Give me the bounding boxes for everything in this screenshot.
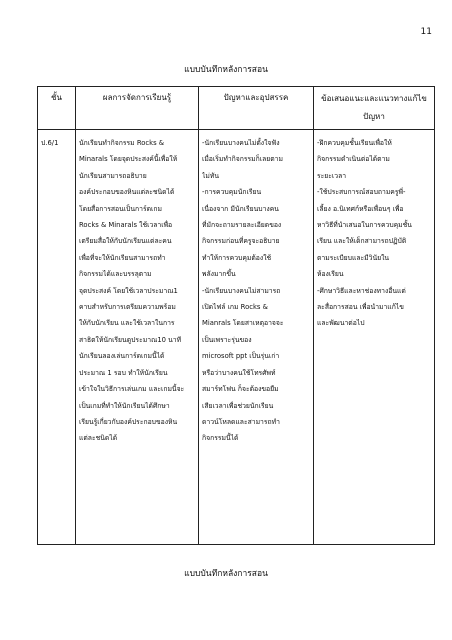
- cell-text-line: ที่มักจะถามรายละเอียดของ: [202, 221, 282, 230]
- results-cell: [76, 130, 199, 545]
- cell-text-line: ทำให้การควบคุมต้องใช้: [202, 253, 272, 262]
- cell-text-line: -ศึกษาวิธีและหาช่องทางอื่นแต่: [317, 286, 406, 295]
- cell-text-line: Rocks & Minarals ใช้เวลาเพื่อ: [79, 221, 173, 230]
- cell-text-line: ตามระเบียบและมีวินัยใน: [317, 253, 390, 262]
- cell-text-line: เพื่อที่จะให้นักเรียนสามารถทำ: [79, 253, 166, 262]
- cell-text-line: เตรียมสื่อให้กับนักเรียนแต่ละคน: [79, 237, 172, 246]
- cell-text-line: Mianrals โดยสาเหตุอาจจะ: [202, 319, 284, 328]
- cell-text-line: สาธิตให้นักเรียนดูประมาณ10 นาที: [79, 335, 182, 344]
- cell-text-line: หาวิธีที่นำเสนอในการควบคุมชั้น: [317, 221, 412, 230]
- cell-text-line: ระยะเวลา: [317, 171, 347, 180]
- cell-text-line: ประมาณ 1 รอบ ทำให้นักเรียน: [79, 368, 168, 377]
- grade-cell: [38, 130, 76, 545]
- cell-text-line: จุดประสงค์ โดยใช้เวลาประมาณ1: [79, 286, 178, 295]
- header-problems: ปัญหาและอุปสรรค: [199, 87, 314, 130]
- cell-text-line: เปิดไฟล์ เกม Rocks &: [202, 303, 268, 312]
- page-footer-title: แบบบันทึกหลังการสอน: [184, 569, 268, 579]
- cell-text-line: คาบสำหรับการเตรียมความพร้อม: [79, 303, 176, 312]
- cell-text-line: เสียเวลาเพื่อช่วยนักเรียน: [202, 401, 274, 410]
- cell-text-line: ให้กับนักเรียน และใช้เวลาในการ: [79, 319, 175, 328]
- cell-text-line: นักเรียนสามารถอธิบาย: [79, 171, 147, 180]
- cell-text-line: ห้องเรียน: [317, 270, 344, 279]
- cell-text-line: กิจกรรมดำเนินต่อได้ตาม: [317, 155, 390, 164]
- cell-text-line: -ใช้ประสบการณ์สอบถามครูพี่-: [317, 188, 406, 197]
- cell-text-line: กิจกรรมนี้ได้: [202, 434, 239, 443]
- header-suggestions-line-1: ข้อเสนอแนะและแนวทางแก้ไข: [321, 94, 427, 103]
- suggestions-cell: [314, 130, 435, 545]
- header-grade: ชั้น: [38, 87, 76, 130]
- cell-text-line: เป็นเกมที่ทำให้นักเรียนได้ศึกษา: [79, 401, 170, 410]
- header-row: [38, 87, 435, 130]
- table-row: [38, 130, 435, 545]
- page-number: 11: [420, 27, 432, 37]
- header-results: ผลการจัดการเรียนรู้: [76, 87, 199, 130]
- cell-text-line: ละสื่อการสอน เพื่อนำมาแก้ไข: [317, 303, 404, 312]
- cell-text-line: Minarals โดยจุดประสงค์นี้เพื่อให้: [79, 155, 178, 164]
- cell-text-line: นักเรียนลองเล่นการ์ดเกมนี้ได้: [79, 352, 165, 361]
- cell-text-line: โดยสื่อการสอนเป็นการ์ดเกม: [79, 204, 162, 213]
- header-suggestions-line-2: ปัญหา: [363, 112, 385, 121]
- cell-text-line: เข้าใจในวิธีการเล่นเกม และเกมนี้จะ: [79, 385, 185, 394]
- cell-text-line: เลี้ยง อ.นิเทศก์หรือเพื่อนๆ เพื่อ: [317, 204, 404, 213]
- cell-text-line: ดาวน์โหลดและสามารถทำ: [202, 417, 280, 426]
- cell-text-line: เมื่อเริ่มทำกิจกรรมก็เลยตาม: [202, 155, 283, 164]
- cell-text-line: สมาร์ทโฟน ก็จะต้องขอยืม: [202, 385, 279, 394]
- cell-text-line: -นักเรียนบางคนไม่สามารถ: [202, 286, 281, 295]
- cell-text-line: นักเรียนทำกิจกรรม Rocks &: [79, 139, 165, 147]
- cell-text-line: พลังมากขึ้น: [202, 270, 236, 279]
- cell-text-line: -ฝึกควบคุมชั้นเรียนเพื่อให้: [317, 139, 392, 147]
- cell-text-line: เนื่องจาก มีนักเรียนบางคน: [202, 204, 279, 213]
- cell-text-line: และพัฒนาต่อไป: [317, 319, 365, 328]
- teaching-record-table: [37, 86, 435, 545]
- cell-text-line: แต่ละชนิดได้: [79, 434, 118, 443]
- cell-text-line: เรียนรู้เกี่ยวกับองค์ประกอบของหิน: [79, 417, 178, 426]
- cell-text-line: -นักเรียนบางคนไม่ตั้งใจฟัง: [202, 139, 280, 147]
- cell-text-line: กิจกรรมได้และบรรลุตาม: [79, 270, 152, 279]
- cell-text-line: เป็นเพราะรุ่นของ: [202, 335, 252, 344]
- cell-text-line: เรียน และให้เด็กสามารถปฏิบัติ: [317, 237, 407, 246]
- grade-value: ป.6/1: [41, 139, 59, 147]
- cell-text-line: กิจกรรมก่อนที่ครูจะอธิบาย: [202, 237, 280, 246]
- cell-text-line: microsoft ppt เป็นรุ่นเก่า: [202, 352, 280, 361]
- cell-text-line: -การควบคุมนักเรียน: [202, 188, 262, 197]
- page-title: แบบบันทึกหลังการสอน: [184, 65, 268, 75]
- cell-text-line: องค์ประกอบของหินแต่ละชนิดได้: [79, 188, 175, 197]
- problems-cell: [199, 130, 314, 545]
- cell-text-line: หรือว่าบางคนใช้โทรศัพท์: [202, 368, 276, 377]
- header-suggestions: [314, 87, 435, 130]
- cell-text-line: ไม่ทัน: [202, 171, 220, 180]
